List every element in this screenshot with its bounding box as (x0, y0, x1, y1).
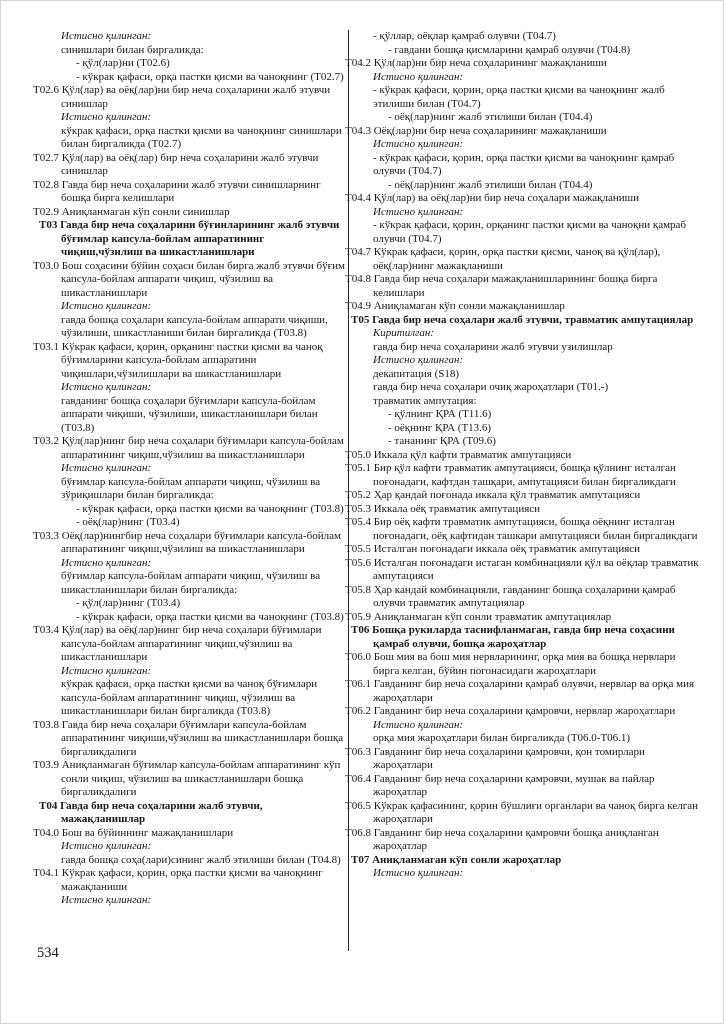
line-dash: - гавдани бошқа қисмларини қамраб олувчи (Т04.8) (388, 43, 631, 56)
line-note: Истисно қилинган: (373, 867, 464, 879)
code-label: Т05.2 (345, 489, 374, 501)
line-plain: синишлари билан биргаликда: (61, 43, 204, 56)
code-label: Т04 (39, 799, 61, 812)
code-label: Т06.8 (345, 826, 374, 839)
line-note: Истисно қилинган: (373, 354, 464, 366)
line-plain: бўғимлар капсула-бойлам аппарати чиқиш, чўзилиш ва зўриқишлари билан биргаликда: (61, 475, 321, 501)
entry-Т04.1: Т04.1 Кўкрак қафаси, қорин, орқа пастки қисми ва чаноқнинг мажақланиши (33, 867, 323, 893)
code-label: Т05.8 (345, 583, 374, 596)
entry-Т03.3: Т03.3 Оёқ(лар)нингбир неча соҳалари бўғимлари капсула-бойлам аппаратининг чиқиш,чўзилиш ва шикастланишлари (33, 529, 341, 555)
line-dash: - қўл(лар)ни (Т02.6) (76, 57, 170, 69)
code-label: Т05.9 (345, 610, 374, 623)
entry-Т04.4: Т04.4 Қўл(лар) ва оёқ(лар)ни бир неча соҳалари мажақланиши (345, 192, 639, 204)
entry-Т04.3: Т04.3 Оёқ(лар)ни бир неча соҳаларининг мажақланиши (345, 124, 607, 137)
code-label: Т05.1 (345, 462, 374, 474)
line-note: Истисно қилинган: (61, 111, 152, 123)
line-note: Истисно қилинган: (61, 30, 152, 42)
code-label: Т06.1 (345, 678, 374, 690)
entry-Т03.8: Т03.8 Гавда бир неча соҳалари бўғимлари капсула-бойлам аппаратининг чиқиши,чўзилиш ва шикастланишлари бошқа биргаликдалиги (33, 718, 344, 758)
line-dash: - тананинг ҚРА (Т09.6) (388, 435, 496, 447)
right-column (345, 30, 703, 951)
line-note: Истисно қилинган: (61, 381, 152, 393)
entry-Т02.7: Т02.7 Қўл(лар) ва оёқ(лар) бир неча соҳаларини жалб этувчи синишлар (33, 151, 319, 177)
code-label: Т03.0 (33, 259, 62, 272)
line-dash0: - кўкрак қафаси, қорин, орқанинг пастки қисми ва чаноқни қамраб олувчи (Т04.7) (373, 219, 687, 245)
line-plain: декапитация (S18) (373, 367, 460, 380)
entry-Т06.2: Т06.2 Гавданинг бир неча соҳаларини қамровчи, нервлар жароҳатлари (345, 705, 676, 717)
entry-Т06.3: Т06.3 Гавданинг бир неча соҳаларини қамровчи, қон томирлари жароҳатлари (345, 745, 645, 771)
entry-Т05.9: Т05.9 Аниқланмаган кўп сонли травматик ампутациялар (345, 610, 612, 623)
entry-Т04.8: Т04.8 Гавда бир неча соҳалари мажақланишларининг бошқа бирга келишлари (345, 273, 658, 299)
entry-Т06.0: Т06.0 Бош мия ва бош мия нервларининг, орқа мия ва бошқа нервлари бирга келган, бўйин погонасидаги жароҳатлари (345, 651, 676, 677)
line-plain: гавда бир неча соҳаларини жалб этувчи узилишлар (373, 340, 613, 353)
line-dash: - кўкрак қафаси, орқа пастки қисми ва чаноқнинг (Т03.8) (76, 502, 344, 515)
entry-Т04.7: Т04.7 Кўкрак қафаси, қорин, орқа пастки қисми, чаноқ ва қўл(лар), оёқ(лар)нинг мажақланиши (345, 246, 661, 272)
line-note: Истисно қилинган: (373, 205, 464, 218)
code-label: Т03.9 (33, 759, 62, 771)
entry-Т06.1: Т06.1 Гавданинг бир неча соҳаларини қамраб олувчи, нервлар ва орқа мия жароҳатлари (345, 678, 695, 704)
entry-Т02.6: Т02.6 Қўл(лар) ва оёқ(лар)ни бир неча соҳаларини жалб этувчи синишлар (33, 84, 331, 110)
page-number: 534 (37, 945, 59, 961)
line-note: Истисно қилинган: (61, 664, 152, 677)
code-label: Т05.0 (345, 448, 374, 461)
two-column-text (33, 30, 703, 951)
entry-Т05.2: Т05.2 Ҳар қандай поғонада иккала қўл травматик ампутацияси (345, 489, 641, 501)
line-plain: гавда бир неча соҳалари очиқ жароҳатлари (Т01.-) (373, 381, 609, 393)
code-label: Т06.4 (345, 772, 374, 785)
line-note: Киритилган: (373, 327, 434, 339)
line-dash: - кўкрак қафаси, орқа пастки қисми ва чаноқнинг (Т03.8) (76, 610, 344, 623)
entry-Т06: Т06 Бошқа рукиларда таснифланмаган, гавда бир неча соҳасини қамраб олувчи, бошқа жароҳатлар (351, 624, 675, 650)
line-note: Истисно қилинган: (61, 462, 152, 474)
line-dash0: - кўкрак қафаси, қорин, орқа пастки қисми ва чаноқнинг жалб этилиши билан (Т04.7) (373, 84, 665, 110)
line-dash: - кўкрак қафаси, орқа пастки қисми ва чаноқнинг (Т02.7) (76, 70, 344, 83)
entry-Т03.4: Т03.4 Қўл(лар) ва оёқ(лар)нинг бир неча соҳалари бўғимлари капсула-бойлам аппаратининг чиқиш,чўзилиш ва шикастланишлари (33, 624, 322, 663)
entry-Т05.5: Т05.5 Исталган поғонадаги иккала оёқ травматик ампутацияси (345, 543, 641, 555)
line-dash0: - кўкрак қафаси, қорин, орқа пастки қисми ва чаноқнинг қамраб олувчи (Т04.7) (373, 151, 675, 177)
code-label: Т03.3 (33, 529, 62, 542)
entry-Т05.3: Т05.3 Иккала оёқ травматик ампутацияси (345, 502, 541, 515)
entry-Т05.6: Т05.6 Исталган поғонадаги истаган комбинацияли қўл ва оёқлар травматик ампутацияси (345, 556, 699, 582)
entry-Т05: Т05 Гавда бир неча соҳалари жалб этувчи, травматик ампутациялар (351, 313, 694, 326)
code-label: Т02.8 (33, 178, 62, 191)
code-label: Т05.5 (345, 543, 374, 555)
left-column (33, 30, 349, 951)
line-plain: гавданинг бошқа соҳалари бўғимлари капсула-бойлам аппарати чиқиши, чўзилиши, шикастланишлари билан (Т03.8) (61, 394, 318, 434)
entry-Т05.8: Т05.8 Ҳар кандай комбинацияли, гавданинг бошқа соҳаларини қамраб олувчи травматик ампутациялар (345, 583, 676, 609)
entry-Т06.4: Т06.4 Гавданинг бир неча соҳаларини қамровчи, мушак ва пайлар жароҳатлар (345, 772, 655, 798)
entry-Т04: Т04 Гавда бир неча соҳаларини жалб этувчи, мажақланишлар (39, 799, 263, 825)
code-label: Т06.2 (345, 705, 374, 717)
code-label: Т04.2 (345, 57, 374, 69)
line-dash0: - қўллар, оёқлар қамраб олувчи (Т04.7) (373, 30, 556, 42)
entry-Т05.1: Т05.1 Бир қўл кафти травматик ампутацияси, бошқа қўлнинг исталган поғонадаги, кафтдан ташқари, ампутацияси билан биргаликдаги (345, 462, 676, 488)
entry-Т03.1: Т03.1 Кўкрак қафаси, қорин, орқанинг пастки қисми ва чаноқ бўғимларини капсула-бойлам аппаратини чиқишлари,чўзилишлари ва шикастланишлари (33, 340, 323, 380)
line-dash: - қўл(лар)нинг (Т03.4) (76, 597, 181, 609)
code-label: Т03 (39, 219, 61, 231)
line-note: Истисно қилинган: (61, 300, 152, 312)
entry-Т02.8: Т02.8 Гавда бир неча соҳаларини жалб этувчи синишларнинг бошқа бирга келишлари (33, 178, 321, 204)
entry-Т03.0: Т03.0 Бош соҳасини бўйин соҳаси билан бирга жалб этувчи бўғим капсула-бойлам аппарати чиқиш, чўзилиш ва шикастланишлари (33, 259, 345, 299)
code-label: Т05.3 (345, 502, 374, 515)
code-label: Т07 (351, 853, 373, 866)
code-label: Т05.6 (345, 556, 374, 569)
entry-Т04.0: Т04.0 Бош ва бўйиннинг мажақланишлари (33, 826, 234, 839)
entry-Т06.8: Т06.8 Гавданинг бир неча соҳаларини қамровчи бошқа аниқланган жароҳатлар (345, 826, 659, 852)
line-note: Истисно қилинган: (373, 70, 464, 83)
line-plain: бўғимлар капсула-бойлам аппарати чиқиш, чўзилиш ва шикастланишлари билан биргаликда: (61, 570, 321, 596)
code-label: Т02.7 (33, 151, 62, 164)
code-label: Т03.4 (33, 624, 62, 636)
code-label: Т03.2 (33, 435, 62, 447)
code-label: Т02.9 (33, 205, 62, 218)
line-note: Истисно қилинган: (373, 718, 464, 731)
entry-Т02.9: Т02.9 Аниқланмаган кўп сонли синишлар (33, 205, 230, 218)
line-plain: травматик ампутация: (373, 394, 477, 407)
entry-Т03.9: Т03.9 Аниқланмаган бўғимлар капсула-бойлам аппаратининг кўп сонли чиқиш, чўзилиш ва шикастланишлари бошқа биргаликдалиги (33, 759, 341, 798)
entry-Т05.4: Т05.4 Бир оёқ кафти травматик ампутацияси, бошқа оёқнинг исталган поғонадаги, оёқ кафтидан ташкари ампутацияси билан биргаликдаги (345, 516, 698, 542)
line-dash: - оёқ(лар)нинг (Т03.4) (76, 516, 180, 528)
code-label: Т04.1 (33, 867, 62, 879)
line-note: Истисно қилинган: (61, 840, 152, 852)
line-note: Истисно қилинган: (373, 138, 464, 150)
line-plain: кўкрак қафаси, орқа пастки қисми ва чаноқ бўғимлари капсула-бойлам аппаратининг чиқиш, чўзилиш ва шикастланишлари билан биргаликда (Т03.8) (61, 678, 318, 717)
code-label: Т04.9 (345, 300, 374, 312)
entry-Т07: Т07 Аниқланмаган кўп сонли жароҳатлар (351, 853, 562, 866)
code-label: Т06 (351, 624, 373, 636)
code-label: Т04.3 (345, 124, 374, 137)
entry-Т04.9: Т04.9 Аниқламаган кўп сонли мажақланишлар (345, 300, 565, 312)
code-label: Т06.5 (345, 799, 374, 812)
entry-Т04.2: Т04.2 Қўл(лар)ни бир неча соҳаларининг мажақланиши (345, 57, 607, 69)
line-dash: - оёқ(лар)нинг жалб этилиши билан (Т04.4) (388, 178, 593, 191)
entry-Т03: Т03 Гавда бир неча соҳаларини бўғинларининг жалб этувчи бўғимлар капсула-бойлам аппаратининг чиқиш,чўзилиш ва шикастланишлари (39, 219, 340, 258)
line-note: Истисно қилинган: (61, 894, 152, 906)
entry-Т06.5: Т06.5 Кўкрак қафасининг, қорин бўшлиғи органлари ва чаноқ бирга келган жароҳатлари (345, 799, 699, 825)
code-label: Т04.8 (345, 273, 374, 285)
code-label: Т06.3 (345, 745, 374, 758)
line-plain: кўкрак қафаси, орқа пастки қисми ва чаноқнинг синишлари билан биргаликда (Т02.7) (61, 124, 342, 150)
code-label: Т04.7 (345, 246, 374, 258)
code-label: Т03.1 (33, 340, 62, 353)
code-label: Т04.0 (33, 826, 62, 839)
line-plain: гавда бошқа соҳалари капсула-бойлам аппарати чиқиши, чўзилиши, шикастланиши билан биргаликда (Т03.8) (61, 313, 328, 339)
code-label: Т04.4 (345, 192, 374, 204)
entry-Т05.0: Т05.0 Иккала қўл кафти травматик ампутацияси (345, 448, 572, 461)
line-dash: - оёқнинг ҚРА (Т13.6) (388, 421, 492, 434)
line-plain: гавда бошқа соҳа(лари)сининг жалб этилиши билан (Т04.8) (61, 853, 341, 866)
entry-Т03.2: Т03.2 Қўл(лар)нинг бир неча соҳалари бўғимлари капсула-бойлам аппаратининг чиқиш,чўзилиш ва шикастланишлари (33, 435, 344, 461)
code-label: Т06.0 (345, 651, 374, 663)
line-dash: - оёқ(лар)нинг жалб этилиши билан (Т04.4) (388, 111, 593, 123)
code-label: Т02.6 (33, 84, 62, 96)
line-dash: - қўлнинг ҚРА (Т11.6) (388, 408, 492, 420)
code-label: Т05.4 (345, 516, 374, 528)
code-label: Т05 (351, 313, 373, 326)
code-label: Т03.8 (33, 718, 62, 731)
line-plain: орқа мия жароҳатлари билан биргаликда (Т06.0-Т06.1) (373, 732, 631, 744)
line-note: Истисно қилинган: (61, 556, 152, 569)
